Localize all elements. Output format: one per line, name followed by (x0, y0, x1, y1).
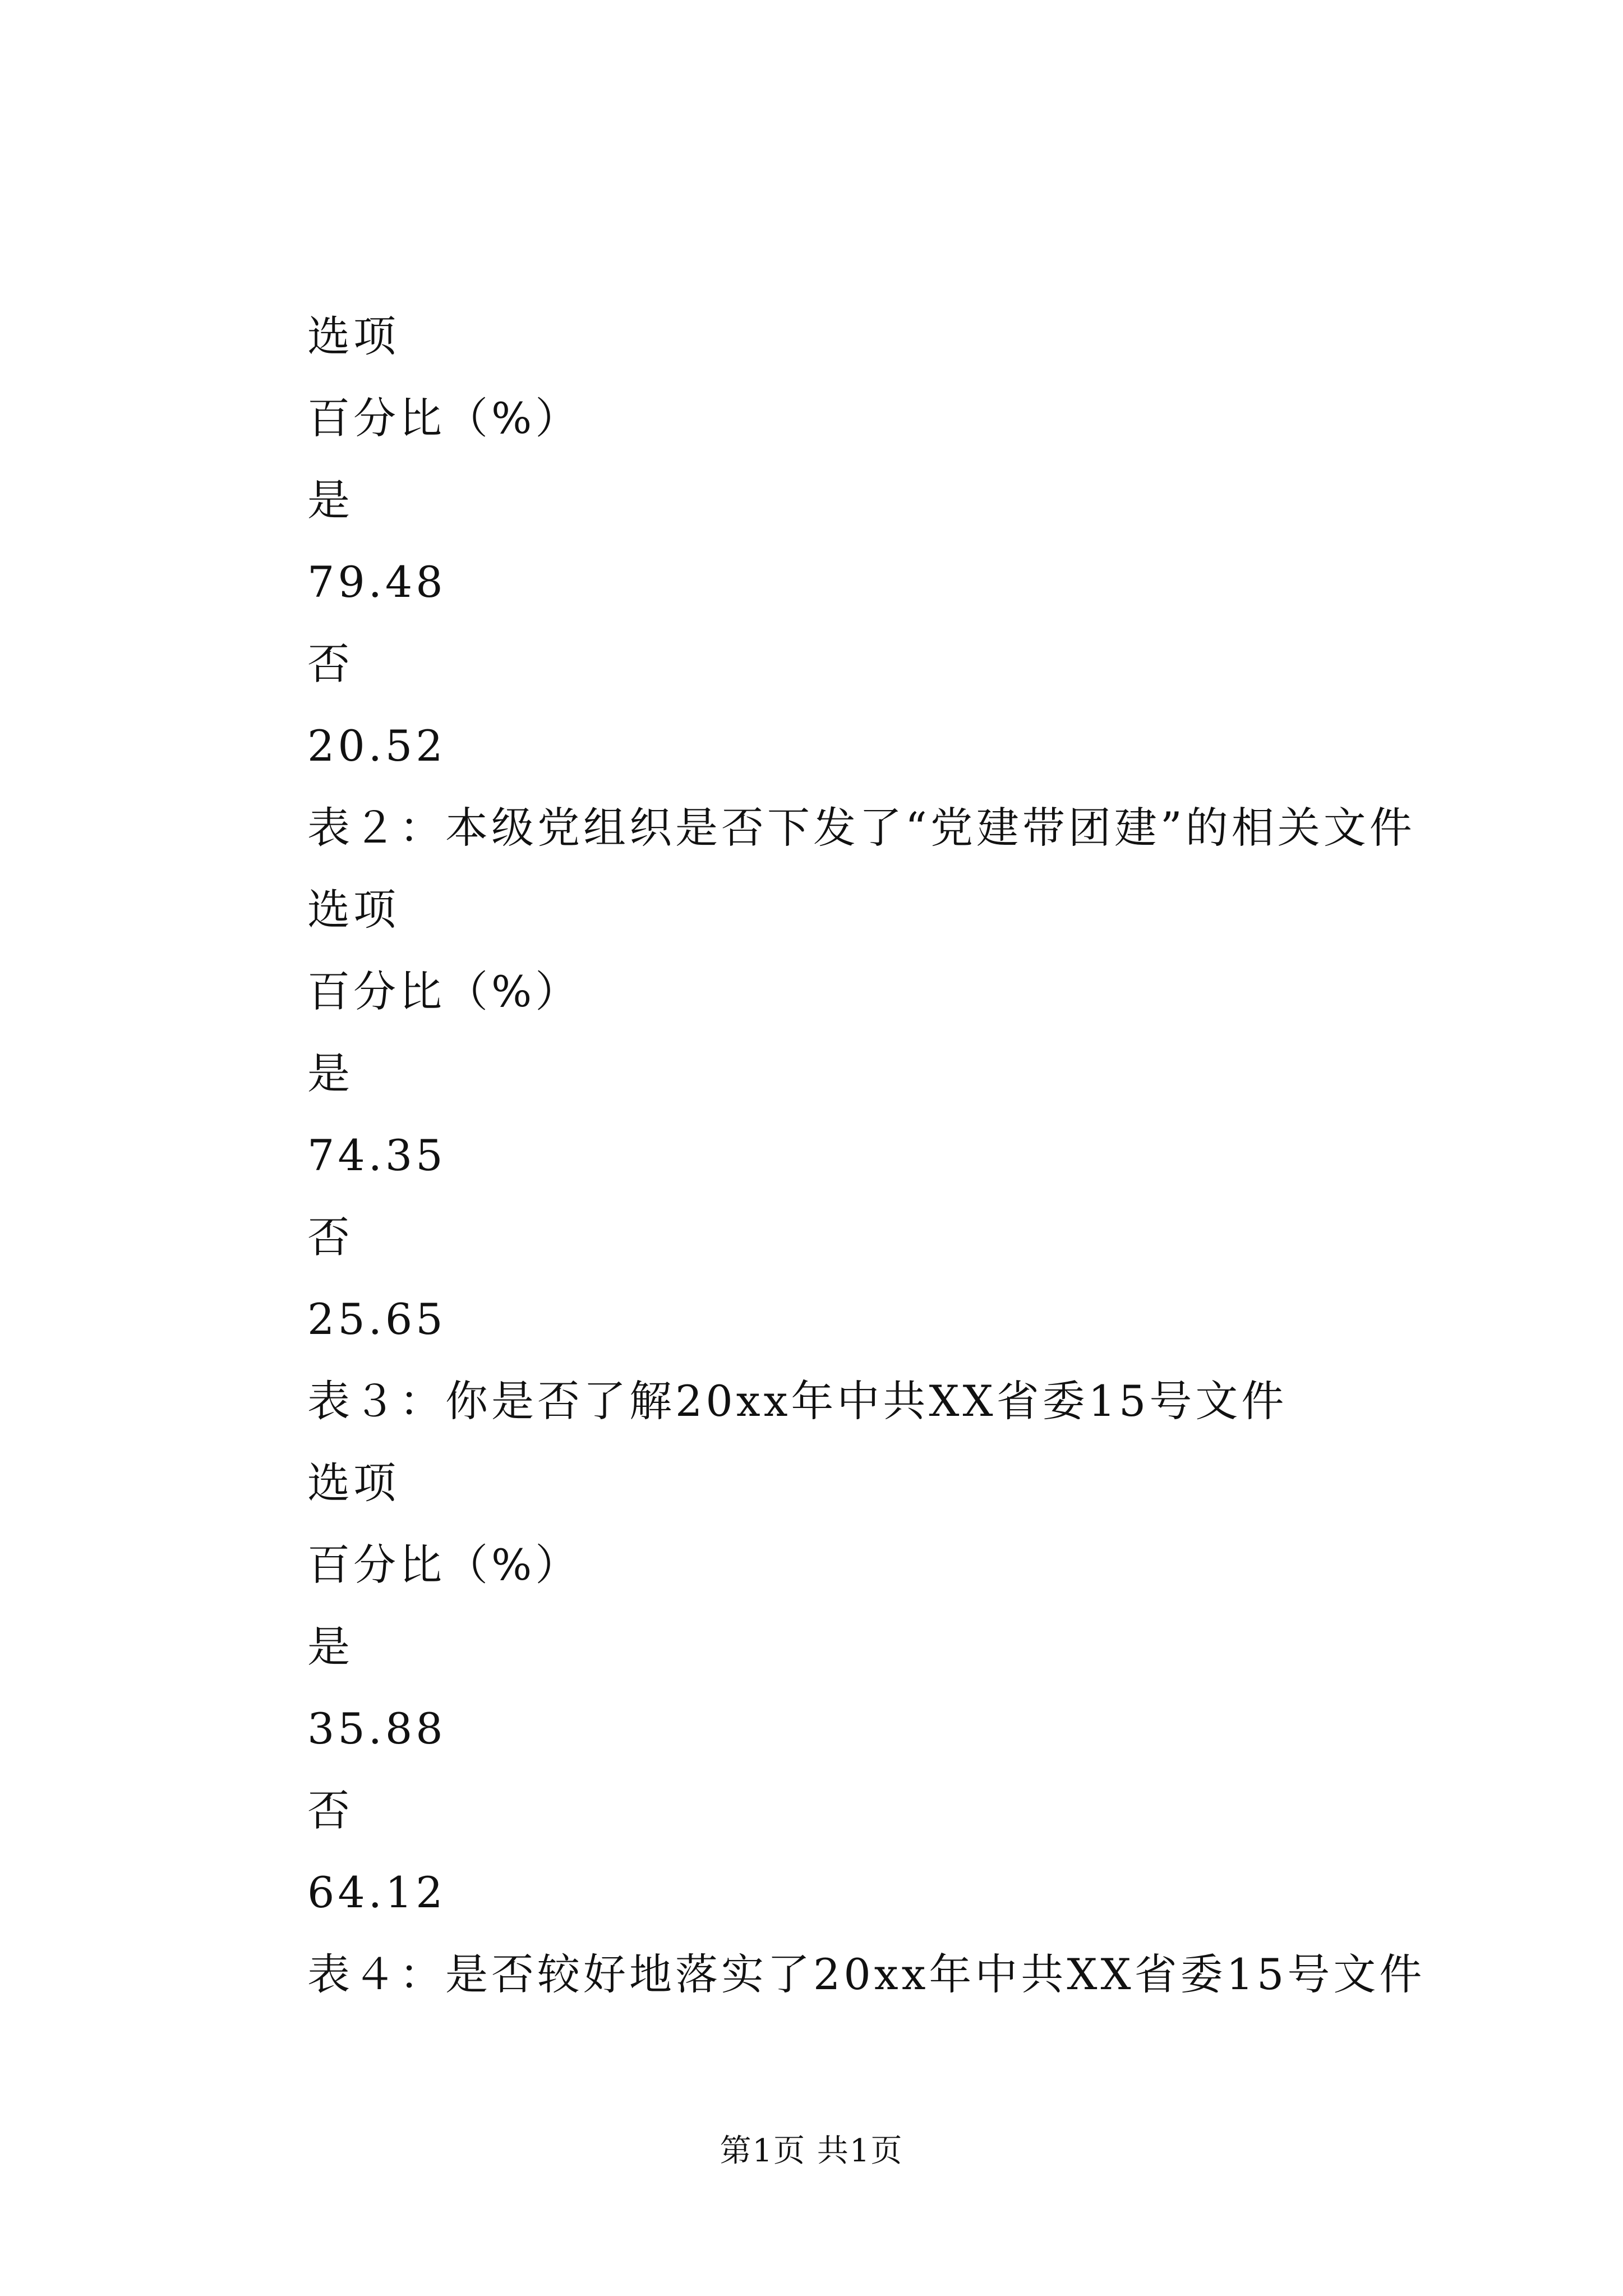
table-1-row-no-value: 20.52 (307, 721, 446, 771)
table-2-row-no-label: 否 (307, 1212, 353, 1262)
table-2-row-yes-value: 74.35 (307, 1130, 446, 1180)
table-3-caption: 表３：你是否了解20xx年中共XX省委15号文件 (307, 1376, 1288, 1426)
table-4-caption: 表４：是否较好地落实了20xx年中共XX省委15号文件 (307, 1949, 1426, 1999)
table-3-header-option: 选项 (307, 1458, 399, 1508)
table-2-caption: 表２：本级党组织是否下发了“党建带团建”的相关文件 (307, 803, 1415, 853)
table-3-row-yes-value: 35.88 (307, 1704, 446, 1754)
table-1-row-yes-value: 79.48 (307, 557, 446, 607)
table-2-row-no-value: 25.65 (307, 1294, 446, 1344)
page-footer: 第1页 共1页 (720, 2133, 903, 2169)
table-3-header-percent: 百分比（%） (307, 1540, 582, 1590)
table-3-row-no-label: 否 (307, 1786, 353, 1835)
table-1-row-yes-label: 是 (307, 475, 353, 525)
table-2-header-percent: 百分比（%） (307, 967, 582, 1016)
table-3-row-no-value: 64.12 (307, 1867, 446, 1917)
table-3-row-yes-label: 是 (307, 1622, 353, 1672)
table-2-row-yes-label: 是 (307, 1048, 353, 1098)
table-1-row-no-label: 否 (307, 639, 353, 689)
table-1-header-percent: 百分比（%） (307, 393, 582, 443)
table-2-header-option: 选项 (307, 885, 399, 935)
table-1-header-option: 选项 (307, 311, 399, 361)
